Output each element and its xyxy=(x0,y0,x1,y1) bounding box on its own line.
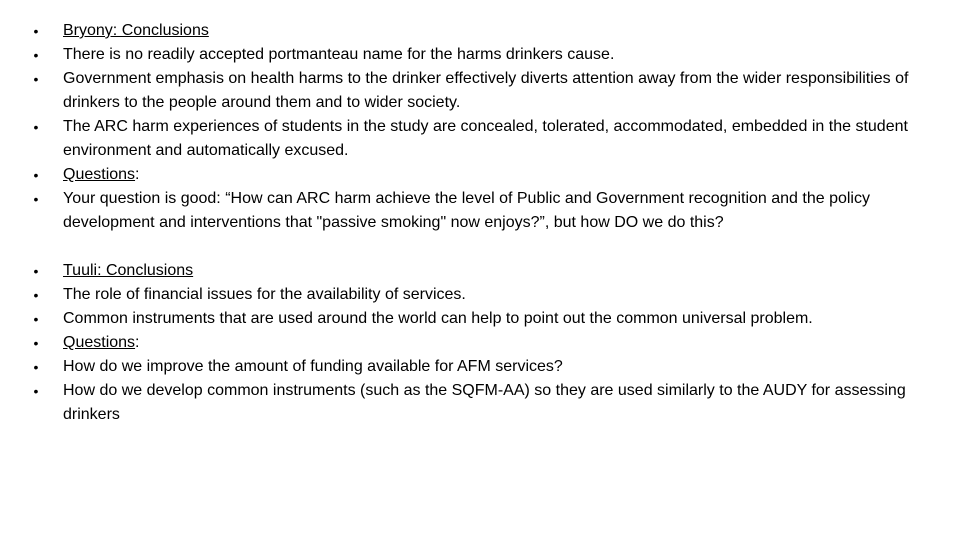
bryony-point-3: The ARC harm experiences of students in the study are concealed, tolerated, accommodated, embedded in the student environment and automatically excused. xyxy=(63,118,908,159)
bullet-icon: • xyxy=(33,23,39,39)
tuuli-question-1: How do we improve the amount of funding available for AFM services? xyxy=(63,358,563,375)
tuuli-point-2: Common instruments that are used around the world can help to point out the common universal problem. xyxy=(63,310,813,327)
bullet-icon: • xyxy=(33,287,39,303)
list-item xyxy=(30,379,945,427)
tuuli-questions-item xyxy=(30,331,945,355)
bryony-questions-label: Questions xyxy=(63,166,136,183)
tuuli-heading: Tuuli: Conclusions xyxy=(63,262,194,279)
bullet-icon: • xyxy=(33,191,39,207)
bryony-questions-item xyxy=(30,163,945,187)
tuuli-heading-item xyxy=(30,259,945,283)
bullet-icon: • xyxy=(33,47,39,63)
list-item xyxy=(30,355,945,379)
bryony-questions-colon: : xyxy=(135,166,140,183)
list-item xyxy=(30,43,945,67)
bullet-icon: • xyxy=(33,119,39,135)
bryony-point-2: Government emphasis on health harms to the drinker effectively diverts attention away from the wider responsibilities of drinkers to the people around them and to wider society. xyxy=(63,70,909,111)
bullet-icon: • xyxy=(33,311,39,327)
bryony-heading: Bryony: Conclusions xyxy=(63,22,209,39)
bullet-icon: • xyxy=(33,335,39,351)
bullet-icon: • xyxy=(33,71,39,87)
bryony-question-1: Your question is good: “How can ARC harm achieve the level of Public and Government recognition and the policy development and interventions that "passive smoking" now enjoys?”, but how DO we do this? xyxy=(63,190,870,231)
bryony-point-1: There is no readily accepted portmanteau name for the harms drinkers cause. xyxy=(63,46,615,63)
bullet-icon: • xyxy=(33,383,39,399)
list-item xyxy=(30,115,945,163)
tuuli-questions-colon: : xyxy=(135,334,140,351)
tuuli-question-2: How do we develop common instruments (such as the SQFM-AA) so they are used similarly to the AUDY for assessing drinkers xyxy=(63,382,906,423)
tuuli-point-1: The role of financial issues for the availability of services. xyxy=(63,286,466,303)
list-item xyxy=(30,187,945,235)
bryony-heading-item xyxy=(30,19,945,43)
bullet-icon: • xyxy=(33,359,39,375)
list-item xyxy=(30,307,945,331)
tuuli-section xyxy=(30,259,945,427)
bryony-section xyxy=(30,19,945,235)
tuuli-questions-label: Questions xyxy=(63,334,136,351)
list-item xyxy=(30,67,945,115)
bullet-icon: • xyxy=(33,167,39,183)
list-item xyxy=(30,283,945,307)
bullet-icon: • xyxy=(33,263,39,279)
